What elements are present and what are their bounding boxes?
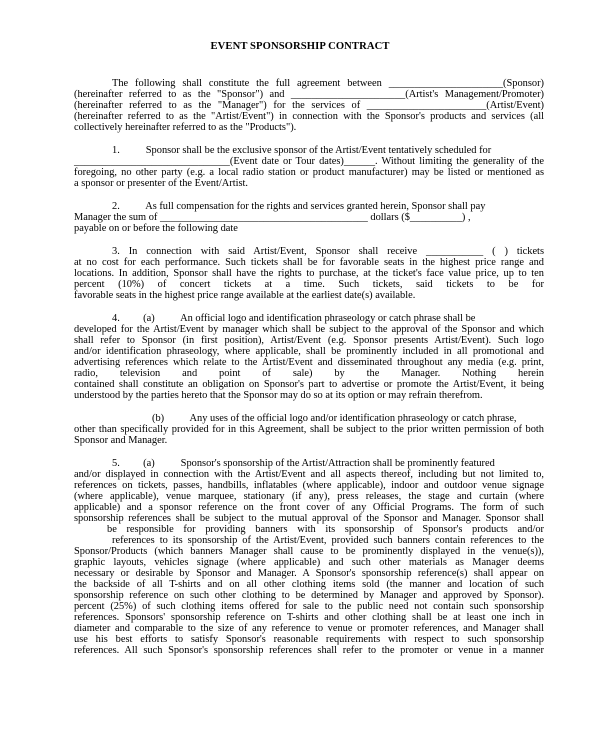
text-line-p5-5: applicable) and a sponsor reference on the front cover of any Official Programs. The form of such — [74, 502, 544, 513]
text-line-p1-2: ______________________________(Event date or Tour dates)______. Without limiting the generality of the — [74, 156, 544, 167]
text-line-p5-1: 5. (a) Sponsor's sponsorship of the Artist/Attraction shall be prominently featured — [112, 458, 495, 469]
text-line-p5-15: references. Sponsors' sponsorship reference on T-shirts and other clothing shall be at least one inch in — [74, 612, 544, 623]
text-line-p1-4: a sponsor or presenter of the Event/Artist. — [74, 178, 248, 189]
text-line-p5-11: necessary or desirable by Sponsor and Manager. A Sponsor's sponsorship reference(s) shall appear on — [74, 568, 544, 579]
text-line-p5-13: sponsorship reference on such other clothing to be determined by Manager and approved by Sponsor). — [74, 590, 544, 601]
text-line-intro-2: (hereinafter referred to as the "Sponsor") and ______________________(Artist's Management/Promoter) — [74, 89, 544, 100]
text-line-p5-14: percent (25%) of such clothing items offered for sale to the public need not contain such sponsorship — [74, 601, 544, 612]
text-line-p4b-3: Sponsor and Manager. — [74, 435, 168, 446]
text-line-p3-1: 3. In connection with said Artist/Event, Sponsor shall receive ___________ ( ) tickets — [112, 246, 544, 257]
text-line-p3-5: favorable seats in the highest price range available at the earliest date(s) available. — [74, 290, 416, 301]
text-line-p4b-1: (b) Any uses of the official logo and/or identification phraseology or catch phrase, — [152, 413, 517, 424]
text-line-p5-9: Sponsor/Products (which banners Manager shall cause to be prominently displayed in the venue(s)), — [74, 546, 544, 557]
text-line-p2-3: payable on or before the following date — [74, 223, 238, 234]
text-line-intro-3: (hereinafter referred to as the "Manager") for the services of _______________________(Artist/Event) — [74, 100, 544, 111]
text-line-p3-2: at no cost for each performance. Such tickets shall be for favorable seats in the highest price range and — [74, 257, 544, 268]
text-line-intro-5: collectively hereinafter referred to as the "Products"). — [74, 122, 297, 133]
text-line-p4-3: shall refer to Sponsor (in first position), Artist/Event (e.g. Sponsor presents Artist/Event). Such logo — [74, 335, 544, 346]
text-line-p3-4: percent (10%) of concert tickets at a time. Such tickets, said tickets to be for — [74, 279, 544, 290]
document-title: EVENT SPONSORSHIP CONTRACT — [210, 41, 390, 52]
text-line-p4-6: radio, television and point of sale) by the Manager. Nothing herein — [74, 368, 544, 379]
text-line-p4-1: 4. (a) An official logo and identification phraseology or catch phrase shall be — [112, 313, 476, 324]
text-line-p4-7: contained shall constitute an obligation on Sponsor's part to advertise or promote the Artist/Event, it being — [74, 379, 544, 390]
text-line-p4-4: and/or identification phraseology, where applicable, shall be prominently included in all promotional and — [74, 346, 544, 357]
text-line-p4-2: developed for the Artist/Event by manager which shall be subject to the approval of the Sponsor and which — [74, 324, 544, 335]
text-line-intro-4: (hereinafter referred to as the "Artist/Event") in connection with the Sponsor's products and services (all — [74, 111, 544, 122]
text-line-p4-8: understood by the parties hereto that the Sponsor may do so at its option or may refrain therefrom. — [74, 390, 483, 401]
text-line-p5-6: sponsorship references shall be subject to the mutual approval of the Sponsor and Manager. Sponsor shall — [74, 513, 544, 524]
text-line-p5-3: references on tickets, passes, handbills, inflatables (where applicable), indoor and outdoor venue signage — [74, 480, 544, 491]
text-line-p5-8: references to its sponsorship of the Artist/Event, provided such banners contain references to the — [112, 535, 544, 546]
text-line-p5-2: and/or displayed in connection with the Artist/Event and all aspects thereof, including but not limited to, — [74, 469, 544, 480]
text-line-p4b-2: other than specifically provided for in this Agreement, shall be subject to the prior written permission of both — [74, 424, 544, 435]
text-line-p5-16: diameter and comparable to the size of any reference to venue or promoter references, and Manager shall — [74, 623, 544, 634]
text-line-p1-1: 1. Sponsor shall be the exclusive sponsor of the Artist/Event tentatively scheduled for — [112, 145, 492, 156]
text-line-p3-3: locations. In addition, Sponsor shall have the rights to purchase, at the ticket's face value price, up to ten — [74, 268, 544, 279]
text-line-p5-7: be responsible for providing banners with its sponsorship of Sponsor's products and/or — [107, 524, 544, 535]
text-line-p5-10: graphic layouts, vehicles signage (where applicable) and such other materials as Manager deems — [74, 557, 544, 568]
text-line-p2-2: Manager the sum of ________________________________________ dollars ($__________) , — [74, 212, 471, 223]
text-line-p4-5: advertising references which relate to the Artist/Event and disseminated throughout any media (e.g. print, — [74, 357, 544, 368]
text-line-p5-17: use his best efforts to satisfy Sponsor's reasonable requirements with respect to such sponsorship — [74, 634, 544, 645]
text-line-p2-1: 2. As full compensation for the rights and services granted herein, Sponsor shall pay — [112, 201, 486, 212]
text-line-p5-18: references. All such Sponsor's sponsorship references shall refer to the promoter or venue in a manner — [74, 645, 544, 656]
text-line-p5-12: the backside of all T-shirts and on all other clothing items sold (the manner and location of such — [74, 579, 544, 590]
text-line-intro-1: The following shall constitute the full agreement between ______________________(Sponsor) — [112, 78, 544, 89]
text-line-p1-3: foregoing, no other party (e.g. a local radio station or product manufacturer) may be listed or mentioned as — [74, 167, 544, 178]
text-line-p5-4: (where applicable), venue marquee, stationary (if any), press releases, the stage and curtain (where — [74, 491, 544, 502]
